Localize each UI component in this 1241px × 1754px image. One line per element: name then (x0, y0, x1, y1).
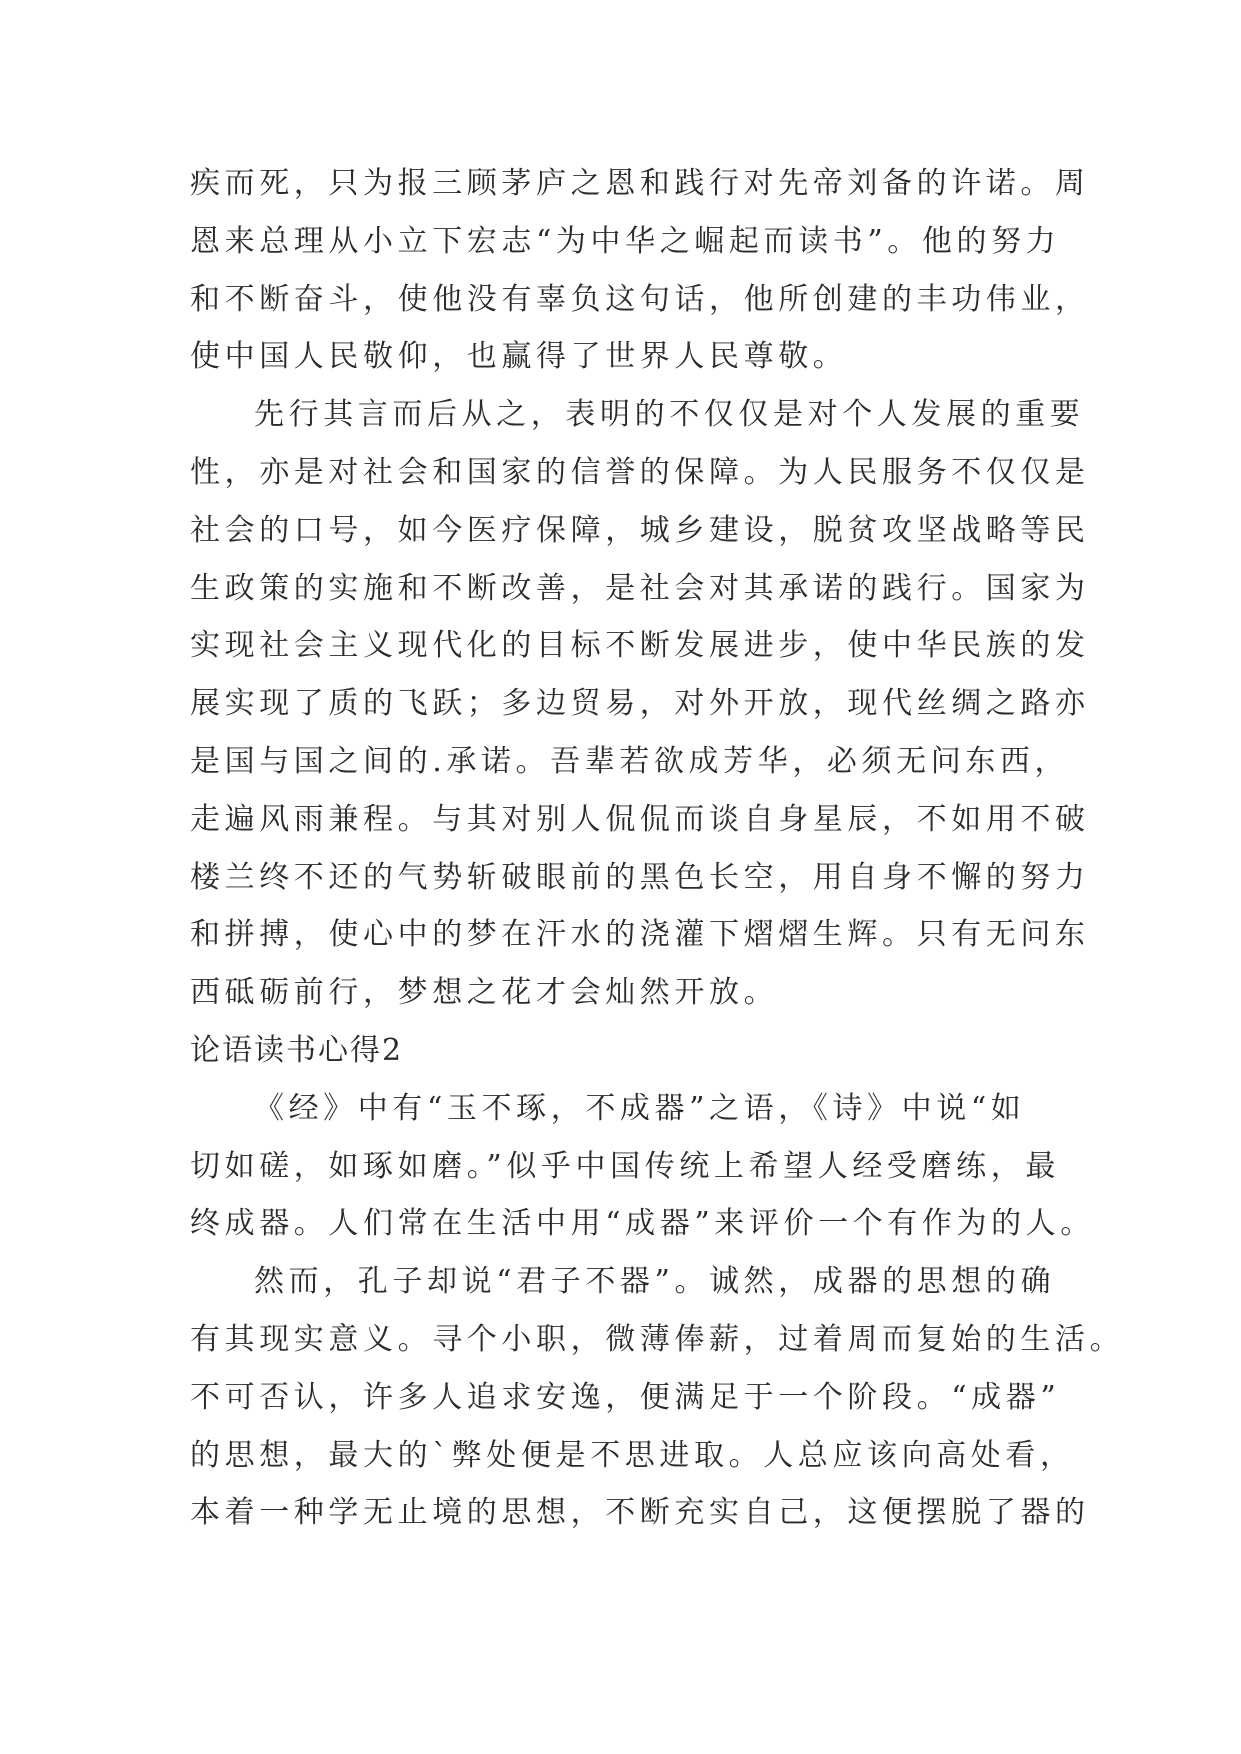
text-line: 的思想，最大的`弊处便是不思进取。人总应该向高处看， (190, 1437, 1075, 1473)
text-line: 终成器。人们常在生活中用“成器”来评价一个有作为的人。 (190, 1206, 1095, 1242)
text-line: 走遍风雨兼程。与其对别人侃侃而谈自身星辰，不如用不破 (190, 801, 1090, 837)
paragraph-start-line: 先行其言而后从之，表明的不仅仅是对个人发展的重要 (254, 397, 1085, 433)
paragraph-start-line: 《经》中有“玉不琢，不成器”之语，《诗》中说“如 (254, 1090, 1026, 1126)
text-line: 楼兰终不还的气势斩破眼前的黑色长空，用自身不懈的努力 (190, 859, 1090, 895)
text-line: 生政策的实施和不断改善，是社会对其承诺的践行。国家为 (190, 570, 1090, 606)
body-text (190, 155, 1125, 1542)
text-line: 性，亦是对社会和国家的信誉的保障。为人民服务不仅仅是 (190, 454, 1090, 490)
paragraph-start-line: 然而，孔子却说“君子不器”。诚然，成器的思想的确 (254, 1264, 1056, 1300)
text-line: 本着一种学无止境的思想，不断充实自己，这便摆脱了器的 (190, 1495, 1090, 1531)
text-line: 社会的口号，如今医疗保障，城乡建设，脱贫攻坚战略等民 (190, 512, 1090, 548)
text-line: 展实现了质的飞跃；多边贸易，对外开放，现代丝绸之路亦 (190, 686, 1090, 722)
text-line: 使中国人民敬仰，也赢得了世界人民尊敬。 (190, 339, 848, 375)
text-line: 实现社会主义现代化的目标不断发展进步，使中华民族的发 (190, 628, 1090, 664)
text-line: 有其现实意义。寻个小职，微薄俸薪，过着周而复始的生活。 (190, 1321, 1125, 1357)
text-line: 西砥砺前行，梦想之花才会灿然开放。 (190, 975, 779, 1011)
text-line: 切如磋，如琢如磨。”似乎中国传统上希望人经受磨练，最 (190, 1148, 1060, 1184)
text-line: 不可否认，许多人追求安逸，便满足于一个阶段。“成器” (190, 1379, 1061, 1415)
text-line: 和拼搏，使心中的梦在汗水的浇灌下熠熠生辉。只有无问东 (190, 917, 1090, 953)
text-line: 是国与国之间的.承诺。吾辈若欲成芳华，必须无问东西， (190, 743, 1070, 779)
text-line: 疾而死，只为报三顾茅庐之恩和践行对先帝刘备的许诺。周 (190, 166, 1090, 201)
text-line: 恩来总理从小立下宏志“为中华之崛起而读书”。他的努力 (190, 223, 1061, 259)
section-heading: 论语读书心得2 (190, 1032, 404, 1068)
text-line: 和不断奋斗，使他没有辜负这句话，他所创建的丰功伟业， (190, 281, 1090, 317)
